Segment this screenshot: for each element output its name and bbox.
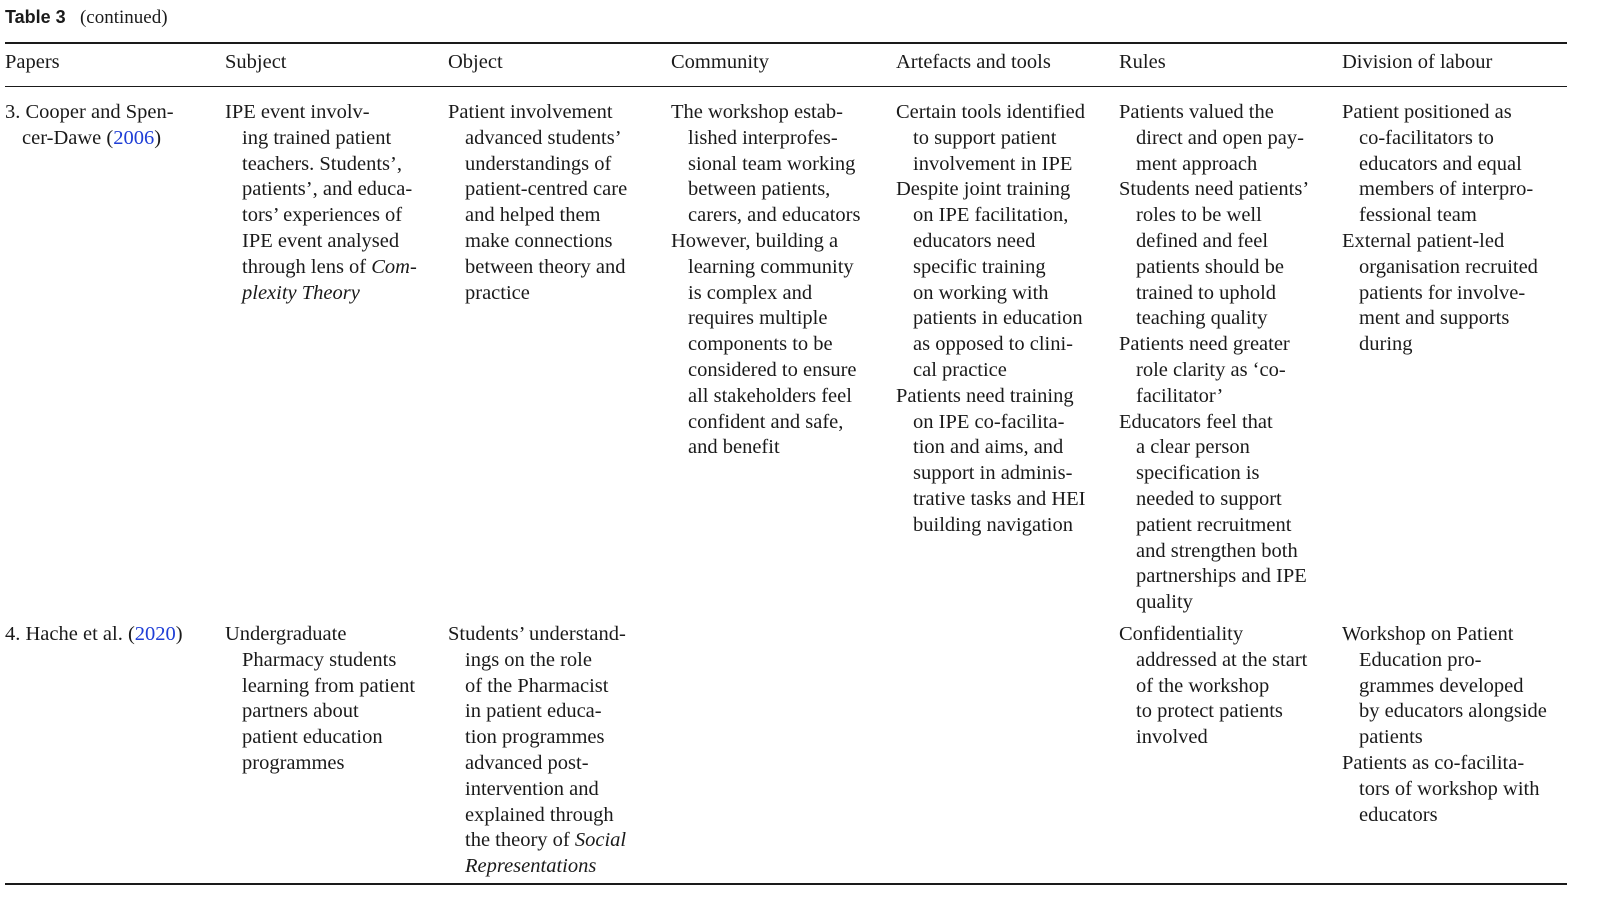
- artefacts-line: on working with: [913, 281, 1049, 304]
- division-line: during: [1359, 333, 1413, 356]
- division-line: Workshop on Patient: [1342, 623, 1514, 645]
- citation-link-2006[interactable]: 2006: [113, 126, 155, 149]
- row1-community-cell: [671, 100, 860, 461]
- division-line: co-facilitators to: [1359, 126, 1494, 149]
- bottom-rule: [5, 883, 1567, 885]
- rules-line: and strengthen both: [1136, 539, 1298, 562]
- row1-paper-text-2: cer-Dawe (: [22, 126, 114, 149]
- artefacts-line: trative tasks and HEI: [913, 487, 1086, 510]
- header-community: Community: [671, 51, 769, 73]
- row1-paper-text-1: 3. Cooper and Spen-: [5, 101, 174, 123]
- rules-line: role clarity as ‘co-: [1136, 358, 1286, 381]
- division-line: patients for involve-: [1359, 281, 1526, 304]
- rules-line: specification is: [1136, 462, 1260, 485]
- object-line: make connections: [465, 229, 613, 252]
- table-caption-text: (continued): [79, 7, 168, 28]
- division-line: tors of workshop with: [1359, 777, 1540, 800]
- artefacts-line: cal practice: [913, 358, 1007, 381]
- artefacts-line: as opposed to clini-: [913, 333, 1073, 356]
- rules-line: trained to uphold: [1136, 281, 1277, 304]
- row1-object-cell: [448, 100, 627, 306]
- header-artefacts-and-tools: Artefacts and tools: [896, 51, 1051, 73]
- rules-line: Educators feel that: [1119, 410, 1273, 433]
- object-line: advanced students’: [465, 126, 622, 149]
- rules-line: Patients valued the: [1119, 101, 1274, 123]
- division-line: by educators alongside: [1359, 700, 1547, 723]
- rules-line: a clear person: [1136, 436, 1250, 459]
- community-line: all stakeholders feel: [688, 384, 852, 407]
- community-line: and benefit: [688, 436, 780, 459]
- object-line: between theory and: [465, 255, 626, 278]
- subject-line: partners about: [242, 700, 359, 723]
- community-line: carers, and educators: [688, 204, 861, 227]
- object-line: of the Pharmacist: [465, 674, 609, 697]
- subject-line: Undergraduate: [225, 623, 347, 645]
- rules-line: roles to be well: [1136, 204, 1262, 227]
- division-line: fessional team: [1359, 204, 1477, 227]
- subject-line: IPE event involv-: [225, 101, 370, 123]
- object-line: Students’ understand-: [448, 623, 626, 645]
- community-line: lished interprofes-: [688, 126, 838, 149]
- rules-line: patients should be: [1136, 255, 1285, 278]
- rules-line: partnerships and IPE: [1136, 565, 1307, 588]
- community-line: requires multiple: [688, 307, 828, 330]
- rules-line: needed to support: [1136, 487, 1282, 510]
- object-line: in patient educa-: [465, 700, 602, 723]
- division-line: ment and supports: [1359, 307, 1510, 330]
- subject-line: IPE event analysed: [242, 229, 400, 252]
- community-line: The workshop estab-: [671, 101, 843, 123]
- object-line: tion programmes: [465, 726, 605, 749]
- division-line: Education pro-: [1359, 648, 1482, 671]
- row2-paper-text: 4. Hache et al. (: [5, 623, 135, 645]
- subject-line: ing trained patient: [242, 126, 392, 149]
- row1-rules-cell: [1119, 100, 1309, 616]
- artefacts-line: tion and aims, and: [913, 436, 1064, 459]
- community-line: considered to ensure: [688, 358, 857, 381]
- row1-paper-line: [5, 100, 174, 126]
- division-line: members of interpro-: [1359, 178, 1534, 201]
- table-caption: [5, 7, 168, 29]
- rules-line: Confidentiality: [1119, 623, 1244, 645]
- artefacts-line: building navigation: [913, 513, 1073, 536]
- row1-division-cell: [1342, 100, 1538, 358]
- artefacts-line: Despite joint training: [896, 178, 1071, 201]
- artefacts-line: on IPE co-facilita-: [913, 410, 1065, 433]
- subject-line: teachers. Students’,: [242, 152, 402, 175]
- header-object: Object: [448, 51, 503, 73]
- row2-object-cell: [448, 622, 626, 880]
- row1-artefacts-cell: [896, 100, 1086, 539]
- row2-papers-cell: [5, 622, 183, 648]
- theory-italic: Social: [574, 829, 627, 852]
- object-line: Patient involvement: [448, 101, 613, 123]
- community-line: However, building a: [671, 229, 839, 252]
- artefacts-line: involvement in IPE: [913, 152, 1073, 175]
- object-line: and helped them: [465, 204, 601, 227]
- subject-line: patient education: [242, 726, 383, 749]
- row2-paper-suffix: ): [175, 623, 183, 645]
- rules-line: defined and feel: [1136, 229, 1269, 252]
- rules-line: of the workshop: [1136, 674, 1270, 697]
- lens-italic: Com-: [371, 255, 417, 278]
- community-line: sional team working: [688, 152, 856, 175]
- artefacts-line: specific training: [913, 255, 1046, 278]
- artefacts-line: support in adminis-: [913, 462, 1073, 485]
- theory-prefix: the theory of: [465, 829, 575, 852]
- community-line: confident and safe,: [688, 410, 844, 433]
- header-division-of-labour: Division of labour: [1342, 51, 1493, 73]
- division-line: Patient positioned as: [1342, 101, 1512, 123]
- object-line: practice: [465, 281, 530, 304]
- subject-line: plexity Theory: [242, 281, 360, 304]
- artefacts-line: Patients need training: [896, 384, 1074, 407]
- row2-division-cell: [1342, 622, 1547, 828]
- rules-line: Students need patients’: [1119, 178, 1310, 201]
- lens-prefix: through lens of: [242, 255, 372, 278]
- rules-line: quality: [1136, 591, 1193, 614]
- rules-line: involved: [1136, 726, 1208, 749]
- object-line: ings on the role: [465, 648, 592, 671]
- rules-line: Patients need greater: [1119, 333, 1290, 356]
- subject-line: tors’ experiences of: [242, 204, 403, 227]
- header-rule: [5, 86, 1567, 87]
- top-rule: [5, 42, 1567, 44]
- community-line: learning community: [688, 255, 854, 278]
- rules-line: direct and open pay-: [1136, 126, 1304, 149]
- rules-line: to protect patients: [1136, 700, 1283, 723]
- rules-line: teaching quality: [1136, 307, 1268, 330]
- header-rules: Rules: [1119, 51, 1166, 73]
- row1-paper-line: [5, 126, 174, 152]
- division-line: grammes developed: [1359, 674, 1524, 697]
- division-line: educators: [1359, 803, 1438, 826]
- artefacts-line: to support patient: [913, 126, 1057, 149]
- subject-line: [225, 255, 417, 281]
- division-line: patients: [1359, 726, 1423, 749]
- artefacts-line: educators need: [913, 229, 1036, 252]
- object-line: understandings of: [465, 152, 612, 175]
- object-line: Representations: [465, 855, 597, 878]
- citation-link-2020[interactable]: 2020: [134, 623, 176, 645]
- artefacts-line: Certain tools identified: [896, 101, 1086, 123]
- subject-line: Pharmacy students: [242, 648, 397, 671]
- community-line: is complex and: [688, 281, 813, 304]
- row1-subject-cell: [225, 100, 417, 306]
- header-subject: Subject: [225, 51, 287, 73]
- subject-line: patients’, and educa-: [242, 178, 413, 201]
- object-line: explained through: [465, 803, 614, 826]
- object-line: intervention and: [465, 777, 599, 800]
- division-line: educators and equal: [1359, 152, 1522, 175]
- subject-line: programmes: [242, 751, 345, 774]
- rules-line: facilitator’: [1136, 384, 1224, 407]
- header-papers: Papers: [5, 51, 60, 73]
- artefacts-line: on IPE facilitation,: [913, 204, 1069, 227]
- community-line: between patients,: [688, 178, 831, 201]
- object-line: patient-centred care: [465, 178, 628, 201]
- row2-paper-line: [5, 622, 183, 648]
- row1-papers-cell: [5, 100, 174, 152]
- division-line: Patients as co-facilita-: [1342, 751, 1525, 774]
- artefacts-line: patients in education: [913, 307, 1083, 330]
- row1-paper-suffix: ): [154, 126, 162, 149]
- division-line: External patient-led: [1342, 229, 1505, 252]
- table-label: Table 3: [5, 7, 66, 27]
- rules-line: ment approach: [1136, 152, 1258, 175]
- division-line: organisation recruited: [1359, 255, 1538, 278]
- rules-line: patient recruitment: [1136, 513, 1292, 536]
- community-line: components to be: [688, 333, 833, 356]
- rules-line: addressed at the start: [1136, 648, 1308, 671]
- object-line: [448, 828, 626, 854]
- object-line: advanced post-: [465, 751, 589, 774]
- row2-rules-cell: [1119, 622, 1307, 751]
- row2-subject-cell: [225, 622, 415, 777]
- subject-line: learning from patient: [242, 674, 416, 697]
